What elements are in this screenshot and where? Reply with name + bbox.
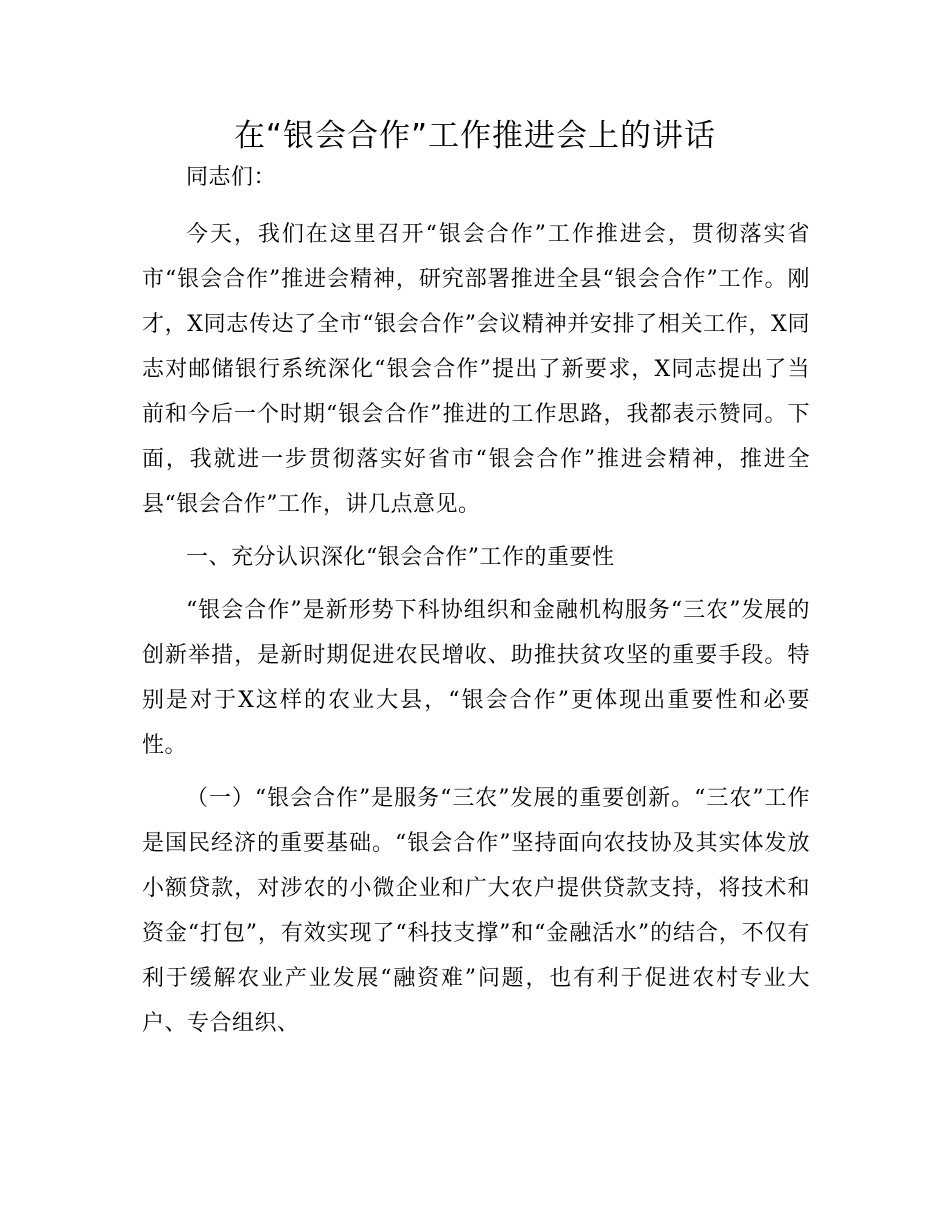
document-title: 在“银会合作”工作推进会上的讲话 — [233, 118, 717, 154]
salutation: 同志们： — [186, 165, 277, 190]
section-heading-1: 一、充分认识深化“银会合作”工作的重要性 — [186, 545, 615, 570]
paragraph-section-1: “银会合作”是新形势下科协组织和金融机构服务“三农”发展的创新举措，是新时期促进农民增收、助推扶贫攻坚的重要手段。特别是对于X这样的农业大县，“银会合作”更体现出重要性和必要性。 — [142, 598, 810, 758]
paragraph-intro: 今天，我们在这里召开“银会合作”工作推进会，贯彻落实省市“银会合作”推进会精神，研究部署推进全县“银会合作”工作。刚才，X同志传达了全市“银会合作”会议精神并安排了相关工作，X同志对邮储银行系统深化“银会合作”提出了新要求，X同志提出了当前和今后一个时期“银会合作”推进的工作思路，我都表示赞同。下面，我就进一步贯彻落实好省市“银会合作”推进会精神，推进全县“银会合作”工作，讲几点意见。 — [142, 222, 810, 517]
paragraph-subsection-1: （一）“银会合作”是服务“三农”发展的重要创新。“三农”工作是国民经济的重要基础。“银会合作”坚持面向农技协及其实体发放小额贷款，对涉农的小微企业和广大农户提供贷款支持，将技术和资金“打包”，有效实现了“科技支撑”和“金融活水”的结合，不仅有利于缓解农业产业发展“融资难”问题，也有利于促进农村专业大户、专合组织、 — [142, 786, 810, 1036]
document-body — [142, 155, 810, 1054]
